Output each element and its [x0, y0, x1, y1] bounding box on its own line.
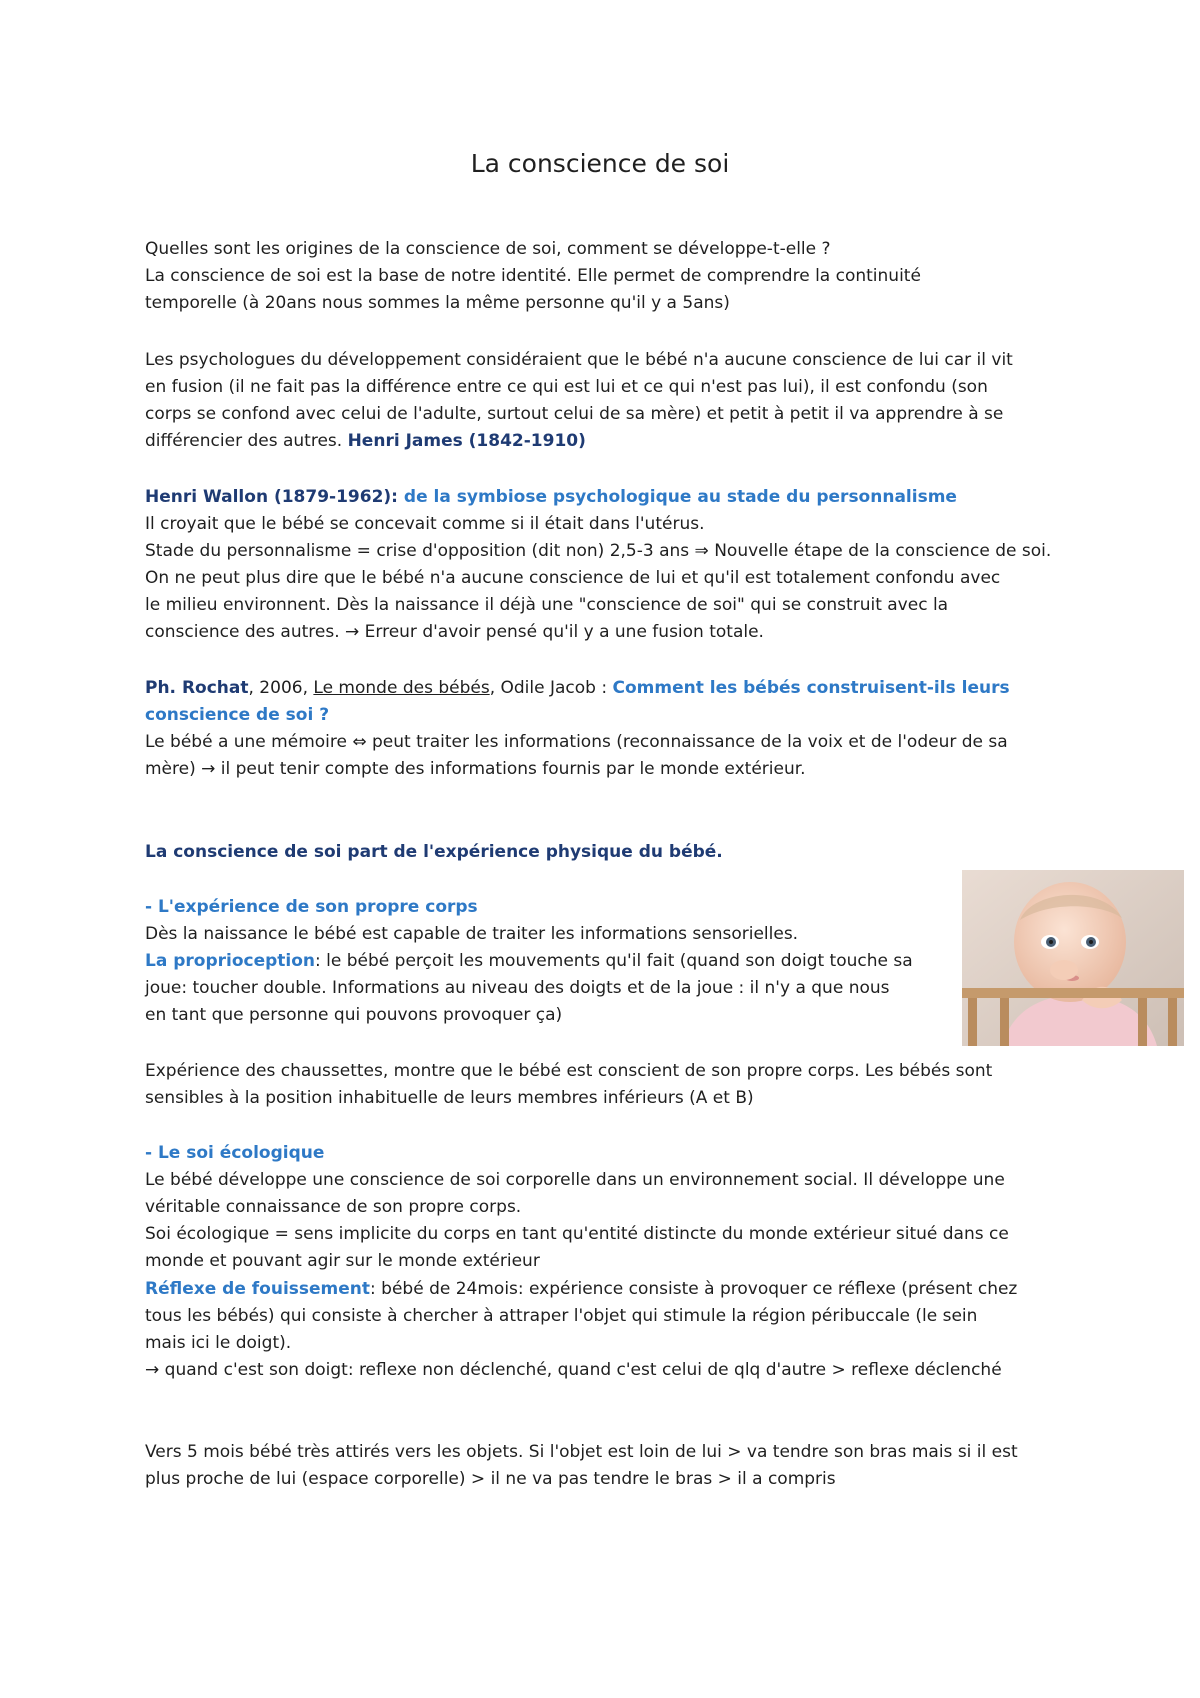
text-line: temporelle (à 20ans nous sommes la même personne qu'il y a 5ans)	[145, 293, 730, 313]
text-span: : le bébé perçoit les mouvements qu'il fait (quand son doigt touche sa	[315, 951, 913, 971]
text-line: Soi écologique = sens implicite du corps en tant qu'entité distincte du monde extérieur situé dans ce	[145, 1224, 1009, 1244]
cinq-mois-paragraph	[145, 1439, 1018, 1493]
ecologique-section	[145, 1140, 1009, 1275]
text-line: corps se confond avec celui de l'adulte, surtout celui de sa mère) et petit à petit il va apprendre à se	[145, 404, 1004, 424]
text-line: plus proche de lui (espace corporelle) > il ne va pas tendre le bras > il a compris	[145, 1469, 836, 1489]
subsection-heading: - L'expérience de son propre corps	[145, 897, 478, 917]
text-span: , Odile Jacob :	[489, 678, 613, 698]
text-line: le milieu environnent. Dès la naissance il déjà une "conscience de soi" qui se construit avec la	[145, 595, 949, 615]
wallon-section	[145, 484, 1051, 646]
physique-heading-block	[145, 839, 723, 866]
corps-section	[145, 894, 913, 1029]
text-line: La conscience de soi est la base de notre identité. Elle permet de comprendre la continuité	[145, 266, 921, 286]
text-line: Les psychologues du développement considéraient que le bébé n'a aucune conscience de lui car il vit	[145, 350, 1013, 370]
text-line: conscience des autres. → Erreur d'avoir pensé qu'il y a une fusion totale.	[145, 622, 764, 642]
text-line: en fusion (il ne fait pas la différence entre ce qui est lui et ce qui n'est pas lui), il est confondu (son	[145, 377, 988, 397]
text-line: mais ici le doigt).	[145, 1333, 292, 1353]
term-highlight: Réflexe de fouissement	[145, 1279, 371, 1299]
author-reference: Henri James (1842-1910)	[347, 431, 586, 451]
text-line: Expérience des chaussettes, montre que le bébé est conscient de son propre corps. Les bébés sont	[145, 1061, 993, 1081]
text-line: véritable connaissance de son propre corps.	[145, 1197, 522, 1217]
author-reference: Ph. Rochat	[145, 678, 249, 698]
text-span: , 2006,	[248, 678, 314, 698]
text-line: Quelles sont les origines de la conscience de soi, comment se développe-t-elle ?	[145, 239, 831, 259]
text-line	[145, 948, 913, 975]
reflexe-section	[145, 1276, 1017, 1384]
text-line: joue: toucher double. Informations au niveau des doigts et de la joue : il n'y a que nous	[145, 978, 890, 998]
text-line: Le bébé a une mémoire ⇔ peut traiter les informations (reconnaissance de la voix et de l'odeur de sa	[145, 732, 1008, 752]
text-line: mère) → il peut tenir compte des informations fournis par le monde extérieur.	[145, 759, 806, 779]
text-line: Stade du personnalisme = crise d'opposition (dit non) 2,5-3 ans ⇒ Nouvelle étape de la conscience de soi.	[145, 541, 1052, 561]
section-heading: La conscience de soi part de l'expérience physique du bébé.	[145, 842, 723, 862]
text-line: en tant que personne qui pouvons provoquer ça)	[145, 1005, 563, 1025]
text-line: Le bébé développe une conscience de soi corporelle dans un environnement social. Il développe une	[145, 1170, 1005, 1190]
section-heading	[145, 675, 1010, 702]
text-line	[145, 428, 1013, 455]
psychologues-paragraph	[145, 347, 1013, 455]
text-line: On ne peut plus dire que le bébé n'a aucune conscience de lui et qu'il est totalement confondu avec	[145, 568, 1001, 588]
text-line: Dès la naissance le bébé est capable de traiter les informations sensorielles.	[145, 924, 799, 944]
page-title: La conscience de soi	[470, 149, 730, 178]
heading-text: Comment les bébés construisent-ils leurs	[612, 678, 1010, 698]
text-span: différencier des autres.	[145, 431, 348, 451]
text-line: monde et pouvant agir sur le monde extérieur	[145, 1251, 540, 1271]
subsection-heading: - Le soi écologique	[145, 1143, 325, 1163]
chaussettes-paragraph	[145, 1058, 992, 1112]
text-line	[145, 1276, 1017, 1303]
rochat-section	[145, 675, 1010, 783]
text-line: tous les bébés) qui consiste à chercher à attraper l'objet qui stimule la région péribuccale (le sein	[145, 1306, 978, 1326]
baby-photo	[962, 870, 1184, 1046]
text-line: Vers 5 mois bébé très attirés vers les objets. Si l'objet est loin de lui > va tendre son bras mais si il est	[145, 1442, 1018, 1462]
section-heading	[145, 484, 1051, 511]
heading-text: de la symbiose psychologique au stade du personnalisme	[397, 487, 957, 507]
text-line: sensibles à la position inhabituelle de leurs membres inférieurs (A et B)	[145, 1088, 754, 1108]
heading-text: conscience de soi ?	[145, 705, 330, 725]
term-highlight: La proprioception	[145, 951, 316, 971]
text-line: Il croyait que le bébé se concevait comme si il était dans l'utérus.	[145, 514, 705, 534]
book-title: Le monde des bébés	[313, 678, 490, 698]
text-span: : bébé de 24mois: expérience consiste à provoquer ce réflexe (présent chez	[370, 1279, 1018, 1299]
intro-paragraph	[145, 236, 921, 317]
text-line: → quand c'est son doigt: reflexe non déclenché, quand c'est celui de qlq d'autre > reflexe déclenché	[145, 1360, 1002, 1380]
author-reference: Henri Wallon (1879-1962):	[145, 487, 398, 507]
